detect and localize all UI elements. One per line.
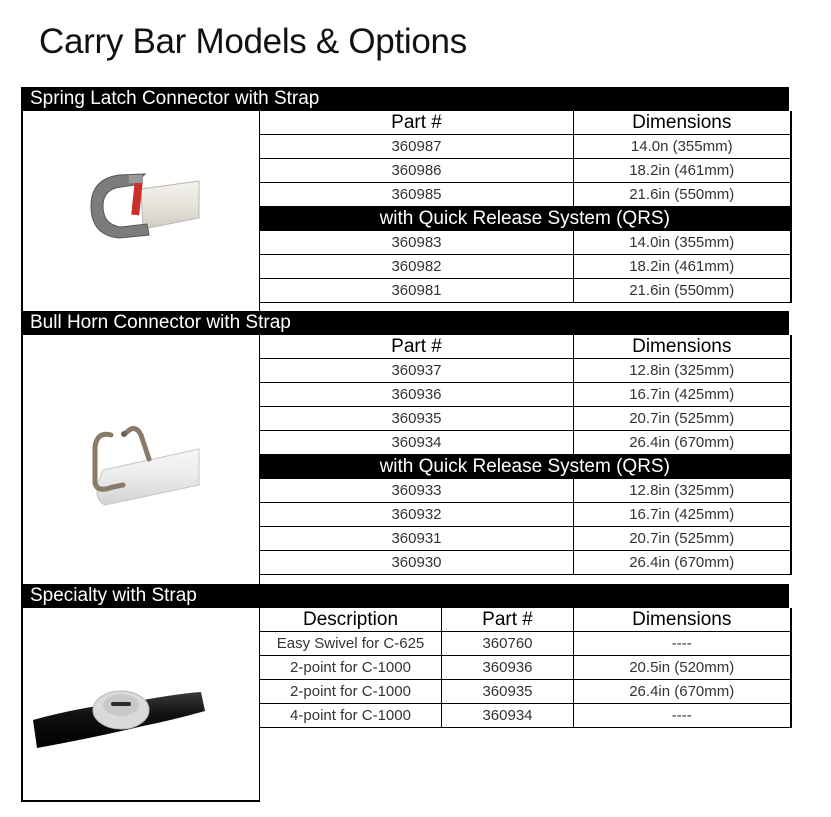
part-number: 360982 <box>260 255 574 279</box>
dimension: 14.0in (355mm) <box>574 231 791 255</box>
bull-horn-connector-icon <box>23 335 259 584</box>
table-row <box>260 231 791 255</box>
dimension: 26.4in (670mm) <box>574 431 791 455</box>
dimension: 16.7in (425mm) <box>574 383 791 407</box>
table-row <box>260 135 791 159</box>
spring-latch-image <box>21 111 260 311</box>
spring-latch-connector-icon <box>23 111 259 311</box>
part-number: 360932 <box>260 503 574 527</box>
table-row <box>260 632 791 656</box>
part-number: 360935 <box>442 680 574 704</box>
part-number: 360986 <box>260 159 574 183</box>
section-header-spring-latch: Spring Latch Connector with Strap <box>21 87 789 111</box>
dimension: 20.7in (525mm) <box>574 407 791 431</box>
part-number: 360760 <box>442 632 574 656</box>
description: 2-point for C-1000 <box>260 680 442 704</box>
dimension: 16.7in (425mm) <box>574 503 791 527</box>
dimension: ---- <box>574 632 791 656</box>
col-header-part: Part # <box>260 111 574 135</box>
part-number: 360933 <box>260 479 574 503</box>
table-row <box>260 479 791 503</box>
table-row <box>260 159 791 183</box>
part-number: 360935 <box>260 407 574 431</box>
table-row <box>260 704 791 728</box>
dimension: 26.4in (670mm) <box>574 680 791 704</box>
part-number: 360983 <box>260 231 574 255</box>
part-number: 360934 <box>442 704 574 728</box>
section-header-specialty: Specialty with Strap <box>21 584 789 608</box>
part-number: 360936 <box>442 656 574 680</box>
table-row <box>260 503 791 527</box>
col-header-dimensions: Dimensions <box>574 335 791 359</box>
dimension: 20.7in (525mm) <box>574 527 791 551</box>
part-number: 360934 <box>260 431 574 455</box>
table-row <box>260 279 791 303</box>
swivel-strap-icon <box>23 608 259 800</box>
spring-latch-table <box>259 111 792 303</box>
specialty-image <box>21 608 260 802</box>
dimension: 21.6in (550mm) <box>574 279 791 303</box>
dimension: 26.4in (670mm) <box>574 551 791 575</box>
part-number: 360987 <box>260 135 574 159</box>
specialty-table <box>259 608 792 728</box>
table-row <box>260 527 791 551</box>
table-row <box>260 407 791 431</box>
part-number: 360936 <box>260 383 574 407</box>
table-row <box>260 431 791 455</box>
part-number: 360985 <box>260 183 574 207</box>
page-title: Carry Bar Models & Options <box>39 22 467 61</box>
description: 4-point for C-1000 <box>260 704 442 728</box>
section-header-bull-horn: Bull Horn Connector with Strap <box>21 311 789 335</box>
part-number: 360931 <box>260 527 574 551</box>
dimension: 18.2in (461mm) <box>574 255 791 279</box>
col-header-part: Part # <box>442 608 574 632</box>
dimension: 20.5in (520mm) <box>574 656 791 680</box>
table-row <box>260 680 791 704</box>
dimension: ---- <box>574 704 791 728</box>
dimension: 12.8in (325mm) <box>574 359 791 383</box>
col-header-dimensions: Dimensions <box>574 608 791 632</box>
col-header-dimensions: Dimensions <box>574 111 791 135</box>
part-number: 360930 <box>260 551 574 575</box>
description: 2-point for C-1000 <box>260 656 442 680</box>
dimension: 21.6in (550mm) <box>574 183 791 207</box>
table-row <box>260 656 791 680</box>
dimension: 14.0n (355mm) <box>574 135 791 159</box>
qrs-subheader: with Quick Release System (QRS) <box>260 455 791 479</box>
col-header-part: Part # <box>260 335 574 359</box>
qrs-subheader: with Quick Release System (QRS) <box>260 207 791 231</box>
table-row <box>260 183 791 207</box>
bull-horn-image <box>21 335 260 584</box>
table-row <box>260 551 791 575</box>
dimension: 18.2in (461mm) <box>574 159 791 183</box>
table-row <box>260 359 791 383</box>
table-row <box>260 255 791 279</box>
col-header-description: Description <box>260 608 442 632</box>
part-number: 360981 <box>260 279 574 303</box>
part-number: 360937 <box>260 359 574 383</box>
description: Easy Swivel for C-625 <box>260 632 442 656</box>
dimension: 12.8in (325mm) <box>574 479 791 503</box>
table-row <box>260 383 791 407</box>
bull-horn-table <box>259 335 792 575</box>
